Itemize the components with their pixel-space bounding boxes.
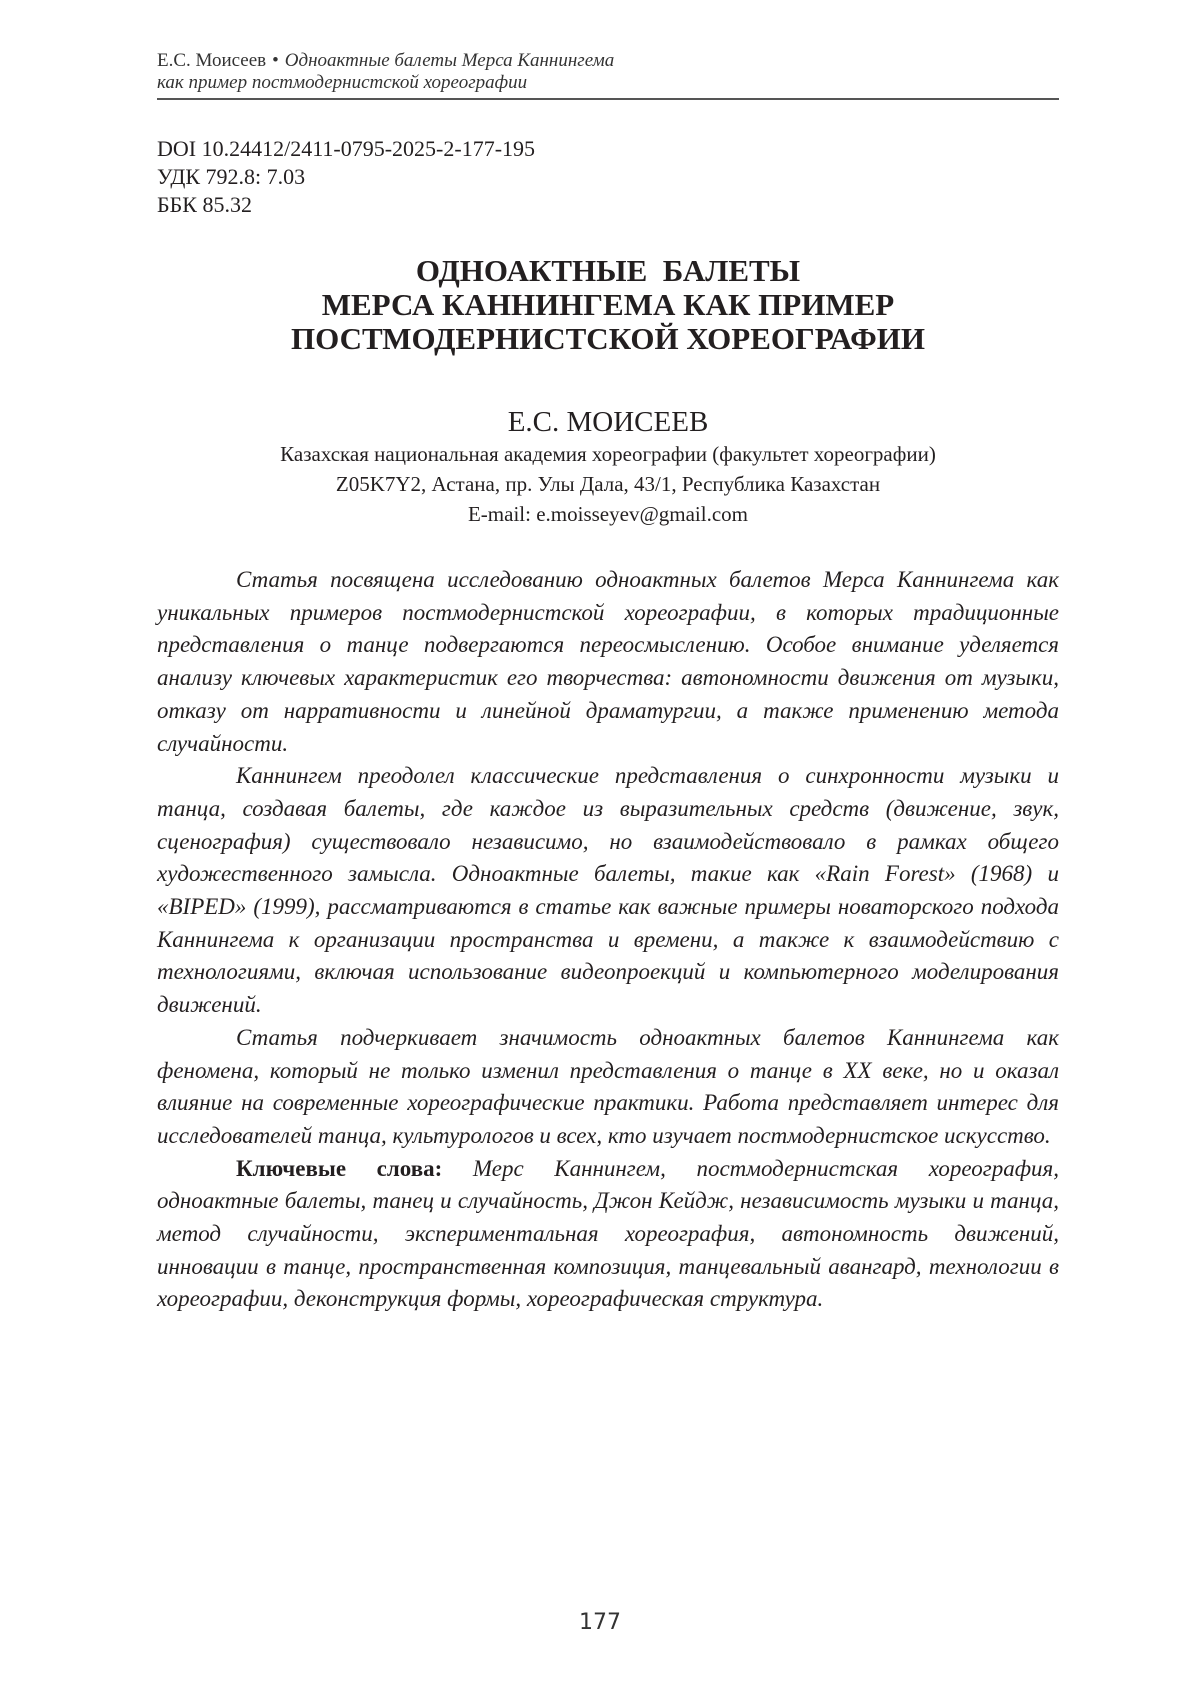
page-number: 177	[0, 1610, 1200, 1635]
abstract	[157, 564, 1059, 1316]
abstract-paragraph-1: Статья посвящена исследованию одноактных балетов Мерса Каннингема как уникальных примеров постмодернистской хореографии, в которых традиционные представления о танце подвергаются переосмыслению. Особое внимание уделяется анализу ключевых характеристик его творчества: автономности движения от музыки, отказу от нарративности и линейной драматургии, а также применению метода случайности.	[157, 564, 1059, 760]
title-line-2: МЕРСА КАННИНГЕМА КАК ПРИМЕР	[157, 288, 1059, 322]
author-address: Z05K7Y2, Астана, пр. Улы Дала, 43/1, Республика Казахстан	[157, 469, 1059, 499]
article-title	[157, 254, 1059, 356]
header-rule-divider	[157, 98, 1059, 100]
author-name: Е.С. МОИСЕЕВ	[157, 405, 1059, 439]
bbk-line: ББК 85.32	[157, 191, 535, 219]
author-affiliation: Казахская национальная академия хореографии (факультет хореографии)	[157, 439, 1059, 469]
udk-line: УДК 792.8: 7.03	[157, 163, 535, 191]
abstract-paragraph-2: Каннингем преодолел классические представления о синхронности музыки и танца, создавая балеты, где каждое из выразительных средств (движение, звук, сценография) существовало независимо, но взаимодействовало в рамках общего художественного замысла. Одноактные балеты, такие как «Rain Forest» (1968) и «BIPED» (1999), рассматриваются в статье как важные примеры новаторского подхода Каннингема к организации пространства и времени, а также к взаимодействию с технологиями, включая использование видеопроекций и компьютерного моделирования движений.	[157, 760, 1059, 1022]
running-head-separator: •	[272, 50, 279, 71]
author-block	[157, 405, 1059, 529]
running-head	[157, 50, 1059, 94]
author-email: E-mail: e.moisseyev@gmail.com	[157, 499, 1059, 529]
abstract-paragraph-3: Статья подчеркивает значимость одноактных балетов Каннингема как феномена, который не только изменил представления о танце в XX веке, но и оказал влияние на современные хореографические практики. Работа представляет интерес для исследователей танца, культурологов и всех, кто изучает постмодернистское искусство.	[157, 1022, 1059, 1153]
running-head-title: Одноактные балеты Мерса Каннингема	[285, 50, 615, 71]
title-line-1: ОДНОАКТНЫЕ БАЛЕТЫ	[157, 254, 1059, 288]
keywords-paragraph	[157, 1153, 1059, 1317]
running-head-line-2: как пример постмодернистской хореографии	[157, 72, 1059, 94]
title-line-3: ПОСТМОДЕРНИСТСКОЙ ХОРЕОГРАФИИ	[157, 322, 1059, 356]
running-head-line-1	[157, 50, 1059, 72]
running-head-author: Е.С. Моисеев	[157, 50, 266, 71]
keywords-label: Ключевые слова:	[236, 1156, 442, 1181]
keywords-text: Мерс Каннингем, постмодернистская хореография, одноактные балеты, танец и случайность, Джон Кейдж, независимость музыки и танца, метод случайности, экспериментальная хореография, автономность движений, инновации в танце, пространственная композиция, танцевальный авангард, технологии в хореографии, деконструкция формы, хореографическая структура.	[157, 1156, 1059, 1312]
doi-line: DOI 10.24412/2411-0795-2025-2-177-195	[157, 135, 535, 163]
article-identifiers	[157, 135, 535, 219]
